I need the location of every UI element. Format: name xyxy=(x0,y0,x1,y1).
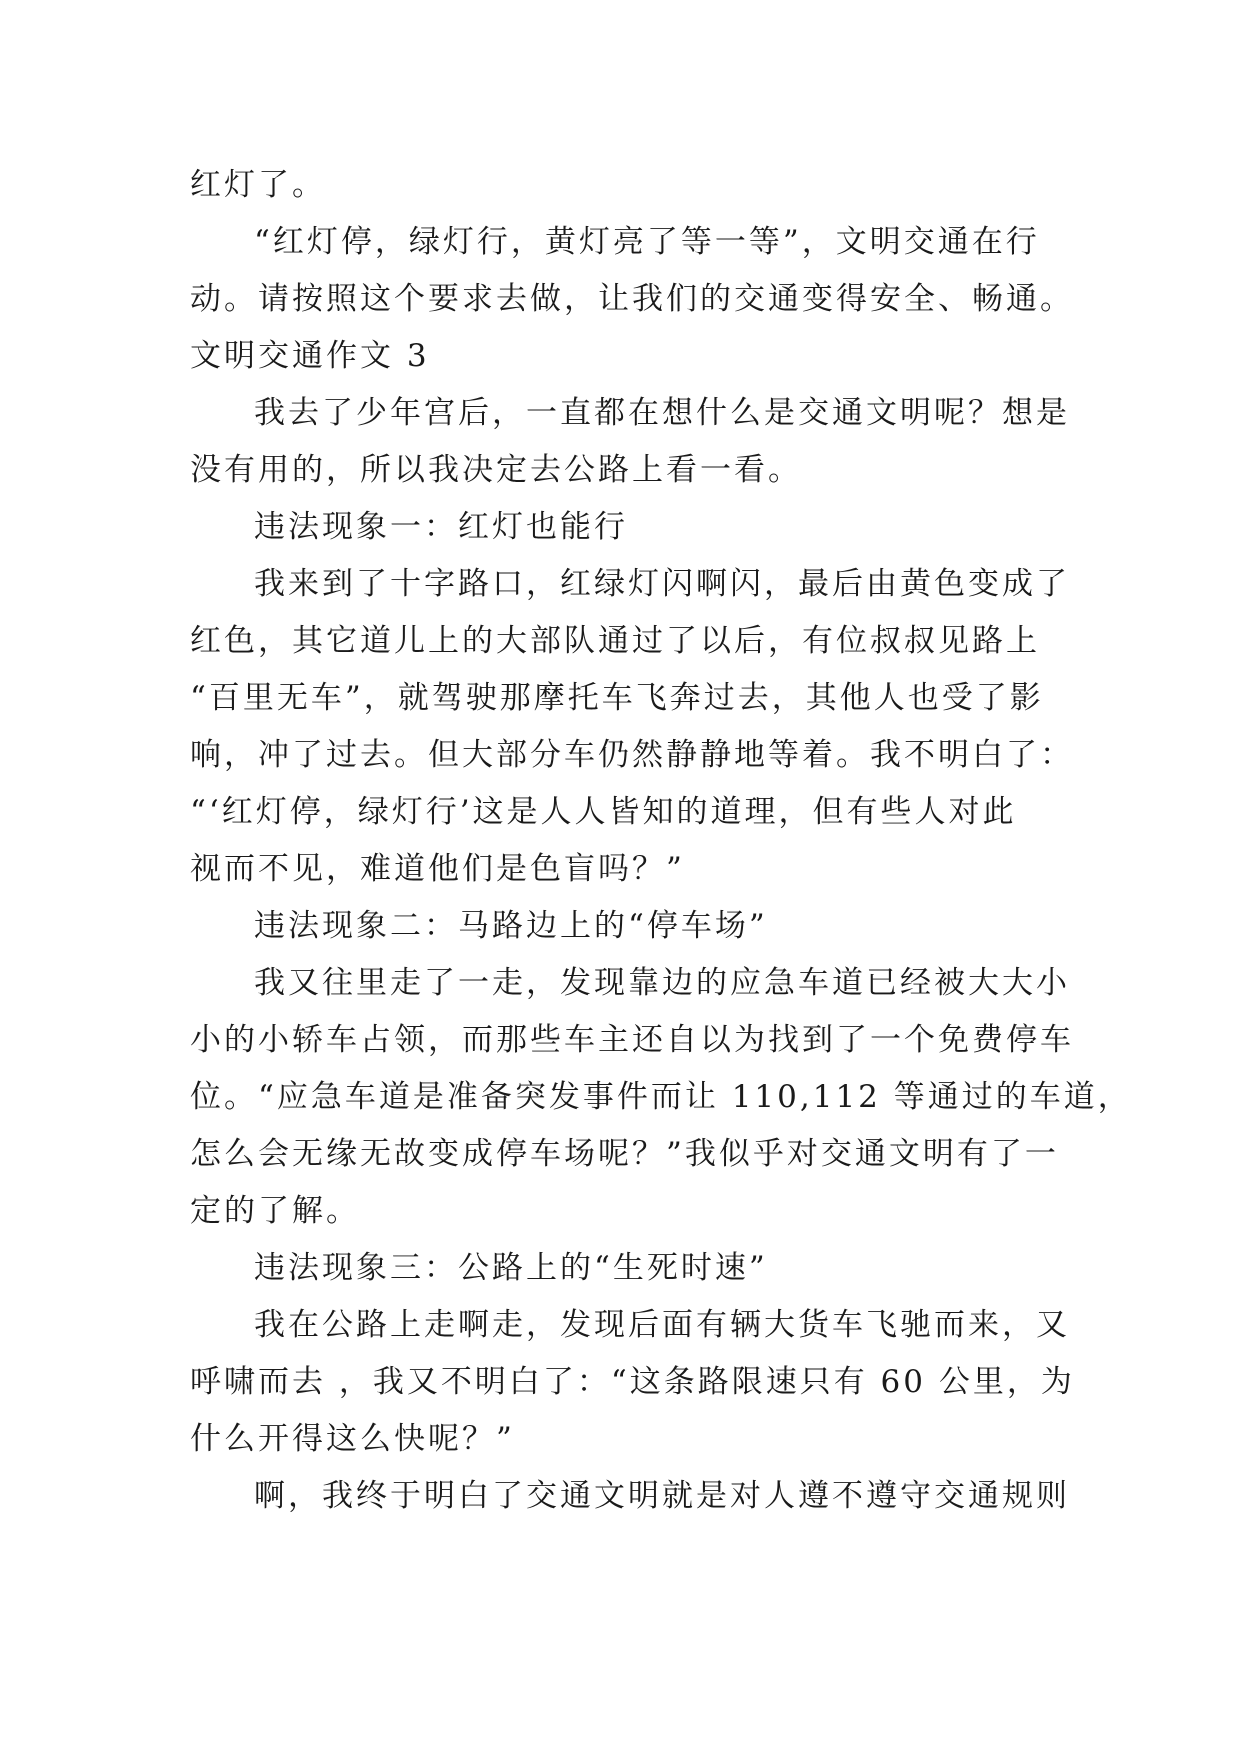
text-line: 什么开得这么快呢？” xyxy=(190,1421,515,1457)
text-line: 怎么会无缘无故变成停车场呢？”我似乎对交通文明有了一 xyxy=(190,1136,1059,1172)
text-line: 动。请按照这个要求去做，让我们的交通变得安全、畅通。 xyxy=(190,281,1074,317)
section-title: 文明交通作文 3 xyxy=(190,338,430,374)
paragraph-start: 我又往里走了一走，发现靠边的应急车道已经被大大小 xyxy=(254,965,1070,1001)
subheading: 违法现象三：公路上的“生死时速” xyxy=(254,1250,768,1286)
paragraph-start: 我来到了十字路口，红绿灯闪啊闪，最后由黄色变成了 xyxy=(254,566,1070,602)
text-line: 红灯了。 xyxy=(190,167,326,203)
text-line: 小的小轿车占领，而那些车主还自以为找到了一个免费停车 xyxy=(190,1022,1074,1058)
paragraph-start: 我在公路上走啊走，发现后面有辆大货车飞驰而来，又 xyxy=(254,1307,1070,1343)
paragraph-start: 我去了少年宫后，一直都在想什么是交通文明呢？想是 xyxy=(254,395,1070,431)
text-line: 没有用的，所以我决定去公路上看一看。 xyxy=(190,452,802,488)
paragraph-start: 啊，我终于明白了交通文明就是对人遵不遵守交通规则 xyxy=(254,1478,1070,1514)
subheading: 违法现象一：红灯也能行 xyxy=(254,509,628,545)
text-line: 红色，其它道儿上的大部队通过了以后，有位叔叔见路上 xyxy=(190,623,1040,659)
text-line: “百里无车”，就驾驶那摩托车飞奔过去，其他人也受了影 xyxy=(190,680,1044,716)
text-line: “‘红灯停，绿灯行’这是人人皆知的道理，但有些人对此 xyxy=(190,794,1017,830)
subheading: 违法现象二：马路边上的“停车场” xyxy=(254,908,768,944)
text-line: 位。“应急车道是准备突发事件而让 110,112 等通过的车道， xyxy=(190,1079,1132,1115)
text-line: 响，冲了过去。但大部分车仍然静静地等着。我不明白了： xyxy=(190,737,1074,773)
text-line: 呼啸而去 ，我又不明白了：“这条路限速只有 60 公里，为 xyxy=(190,1364,1075,1400)
paragraph-start: “红灯停，绿灯行，黄灯亮了等一等”，文明交通在行 xyxy=(254,224,1040,260)
text-line: 视而不见，难道他们是色盲吗？” xyxy=(190,851,685,887)
text-line: 定的了解。 xyxy=(190,1193,360,1229)
